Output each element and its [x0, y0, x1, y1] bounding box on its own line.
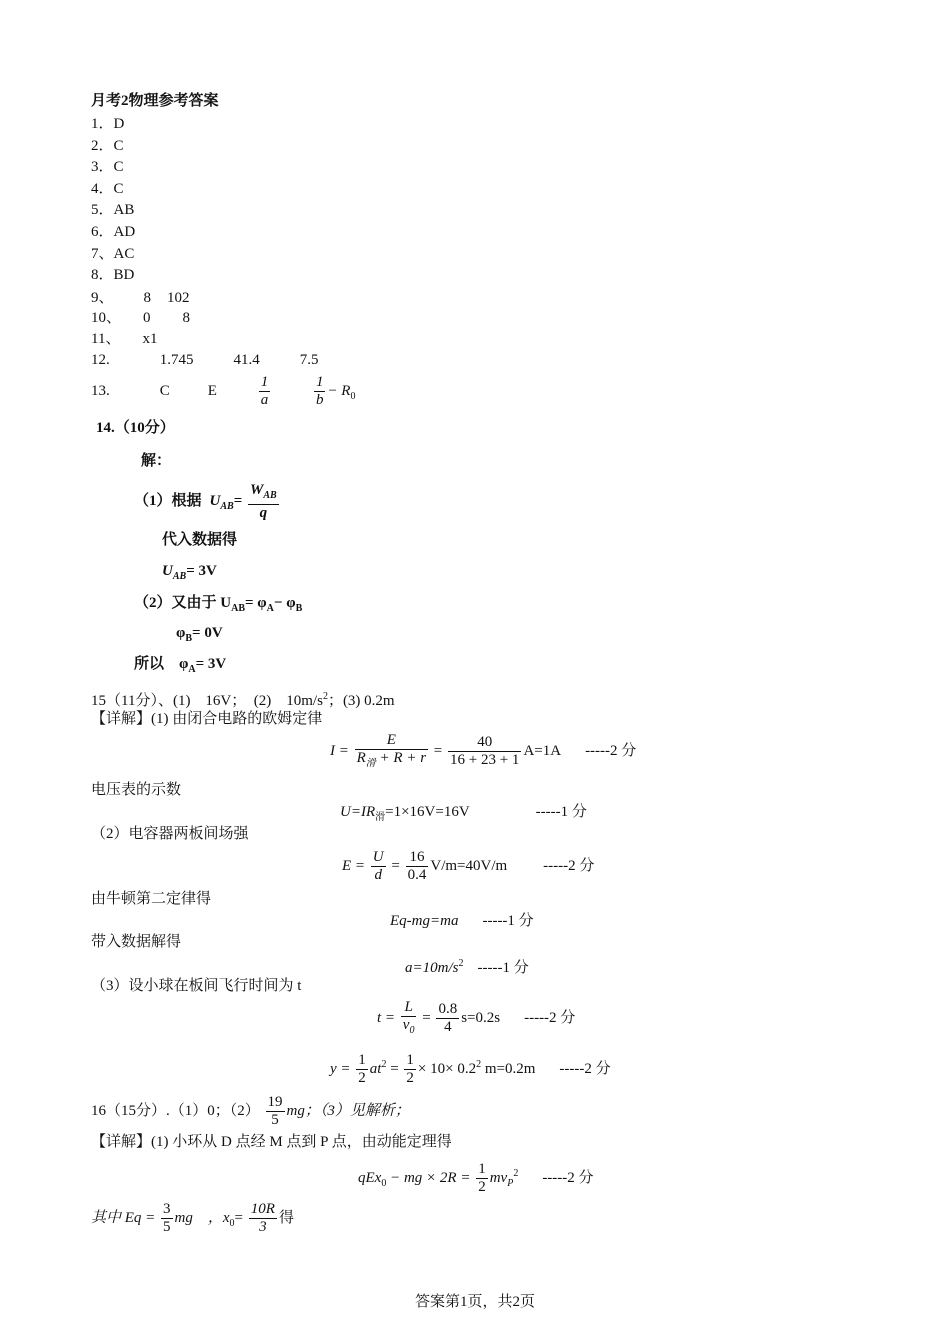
q10-number: 10、 [91, 310, 122, 326]
q14-step-2: 代入数据得 [162, 532, 238, 548]
q15-head-tail: ；(3) 0.2m [327, 693, 395, 709]
q14-s1-fraction: $\frac{W_{AB}}{q}$ [250, 481, 277, 521]
q15-equation-3 [342, 846, 594, 886]
q12-c: 7.5 [299, 352, 319, 368]
q16-eq1-c-sup: 2 [513, 1168, 519, 1179]
q14-s5-sub: B [185, 633, 193, 644]
q15-eq7-eq: = [390, 1061, 399, 1077]
q12-a: 1.745 [159, 352, 194, 368]
q15-eq6-eq: = [422, 1010, 431, 1026]
q15-eq3-score: -----2 分 [543, 858, 595, 874]
q11-a: x1 [142, 331, 158, 347]
q14-s5-text: φ [176, 625, 186, 641]
q14-step-3 [162, 562, 217, 586]
q16-head-tail: mg；（3）见解析； [286, 1103, 410, 1119]
q16-equation-1 [358, 1154, 594, 1204]
q15-eq7-lhs: y = [330, 1061, 351, 1077]
q14-jie: 解： [141, 453, 172, 469]
q11-number: 11、 [91, 331, 121, 347]
answer-8: 8．BD [91, 267, 135, 283]
q12-b: 41.4 [233, 352, 260, 368]
q15-eq6-lhs: t = [377, 1010, 396, 1026]
q15-equation-2 [340, 803, 587, 827]
q10-b: 8 [182, 310, 191, 326]
q15-eq1-tail: A=1A [523, 743, 562, 759]
q15-line-3: （2）电容器两板间场强 [91, 826, 249, 842]
q14-s5-rhs: = 0V [192, 625, 223, 641]
q15-eq4-text: Eq-mg=ma [390, 913, 459, 929]
q13-r0: − R [327, 383, 351, 399]
q14-s4-a: A [266, 603, 274, 614]
answer-2: 2．C [91, 138, 124, 154]
q15-eq6-score: -----2 分 [524, 1010, 576, 1026]
q15-detail: 【详解】(1) 由闭合电路的欧姆定律 [91, 711, 323, 727]
q14-s3-lhs: U [162, 563, 173, 579]
q15-equation-7 [330, 1045, 611, 1089]
answer-3: 3．C [91, 159, 124, 175]
q16-l2-eq: = [234, 1210, 244, 1226]
q16-detail: 【详解】(1) 小环从 D 点经 M 点到 P 点，由动能定理得 [91, 1134, 452, 1150]
answer-9 [91, 289, 190, 307]
q16-head-fraction: $\frac{19}{5}$ [267, 1094, 283, 1129]
q15-line-4: 由牛顿第二定律得 [91, 891, 212, 907]
q14-heading: 14.（10分） [96, 420, 175, 436]
q15-eq7-tail: × 10× 0.2 [417, 1061, 477, 1077]
q16-eq1-a: qEx [358, 1170, 382, 1186]
q14-step-6 [134, 655, 226, 679]
q15-eq2-text: U=IR [340, 804, 376, 820]
q16-line-2 [91, 1198, 294, 1244]
q15-eq1-fraction-1: $\frac{E}{R_滑 + R + r}$ [355, 732, 428, 772]
answer-10 [91, 309, 190, 327]
q15-eq2-sub: 滑 [375, 812, 386, 823]
q15-eq3-fraction-2: $\frac{16}{0.4}$ [407, 849, 427, 884]
q15-eq2-score: -----1 分 [535, 804, 587, 820]
q13-a: C [159, 383, 170, 399]
q16-eq1-c-sub: P [507, 1178, 514, 1189]
q14-s4-b: B [295, 603, 303, 614]
q15-eq1-fraction-2: $\frac{40}{16 + 23 + 1}$ [450, 734, 520, 769]
q14-step-5 [176, 624, 223, 648]
q15-eq5-text: a=10m/s [405, 960, 459, 976]
q16-l2-pre: 其中 Eq = [91, 1210, 156, 1226]
q14-s1-label: （1）根据 [134, 493, 202, 509]
answer-7: 7、AC [91, 246, 135, 262]
q10-a: 0 [143, 310, 151, 326]
q15-eq7-score: -----2 分 [559, 1061, 611, 1077]
q14-s1-eq: = [233, 493, 243, 509]
q16-eq1-score: -----2 分 [542, 1170, 594, 1186]
q14-s1-lhs-sub: AB [220, 501, 234, 512]
q14-s1-lhs: U [209, 493, 221, 509]
q14-s6-text: 所以 φ [134, 656, 189, 672]
q14-s4-sub: AB [231, 603, 245, 614]
q16-heading [91, 1091, 410, 1131]
q14-s4-mid: − φ [273, 595, 296, 611]
answer-12 [91, 351, 319, 369]
q13-r0-sub: 0 [350, 391, 356, 402]
q16-l2-fraction-1: $\frac{3}{5}$ [163, 1201, 171, 1236]
answer-11 [91, 330, 157, 348]
q15-eq7-fraction-2: $\frac{1}{2}$ [406, 1052, 414, 1087]
q15-eq1-eq: = [433, 743, 443, 759]
q15-eq3-fraction-1: $\frac{U}{d}$ [372, 849, 384, 884]
q14-step-4 [134, 594, 302, 618]
q14-s4-text: （2）又由于 U [134, 595, 232, 611]
q16-l2-fraction-2: $\frac{10R}{3}$ [250, 1201, 275, 1236]
q15-eq3-eq: = [391, 858, 400, 874]
q15-eq7-mid-sup: 2 [381, 1059, 387, 1070]
q9-b: 102 [167, 290, 190, 306]
answer-4: 4．C [91, 181, 124, 197]
q15-equation-1 [330, 731, 636, 772]
q15-eq6-tail: s=0.2s [461, 1010, 501, 1026]
q13-b: E [207, 383, 217, 399]
answer-13 [91, 372, 355, 416]
q16-l2-mid: mg ，x [174, 1210, 230, 1226]
page-title: 月考2物理参考答案 [91, 93, 219, 109]
q15-eq3-lhs: E = [342, 858, 366, 874]
q15-equation-5 [405, 955, 529, 977]
answer-6: 6．AD [91, 224, 136, 240]
q15-head-sup: 2 [322, 691, 328, 702]
q16-l2-mid-sub: 0 [229, 1218, 235, 1229]
q16-eq1-b: − mg × 2R = [386, 1170, 471, 1186]
q14-s3-sub: AB [172, 571, 187, 582]
q15-eq6-fraction-2: $\frac{0.8}{4}$ [438, 1001, 458, 1036]
answer-1: 1．D [91, 116, 125, 132]
q15-eq2-tail: =1×16V=16V [385, 804, 470, 820]
q13-fraction-2: $\frac{1}{b}$ [315, 374, 324, 409]
q15-equation-6 [377, 998, 575, 1039]
q15-heading [91, 688, 395, 710]
q15-eq7-mid: at [369, 1061, 382, 1077]
q14-step-1 [134, 481, 281, 527]
q15-equation-4 [390, 912, 534, 930]
q15-eq1-score: -----2 分 [585, 743, 637, 759]
q16-l2-tail: 得 [278, 1210, 294, 1226]
q16-eq1-c: mv [489, 1170, 508, 1186]
q13-number: 13. [91, 383, 110, 399]
q15-line-2: 电压表的示数 [91, 782, 182, 798]
q15-eq4-score: -----1 分 [482, 913, 534, 929]
q14-s6-rhs: = 3V [195, 656, 227, 672]
q9-a: 8 [143, 290, 152, 306]
q15-head-text: 15（11分）、(1) 16V； (2) 10m/s [91, 693, 323, 709]
q15-line-5: 带入数据解得 [91, 934, 182, 950]
q15-eq6-fraction-1: $\frac{L}{v_0}$ [401, 999, 417, 1039]
q16-eq1-a-sub: 0 [381, 1178, 387, 1189]
q16-eq1-fraction: $\frac{1}{2}$ [478, 1161, 486, 1196]
q15-eq5-score: -----1 分 [477, 960, 529, 976]
q15-line-6: （3）设小球在板间飞行时间为 t [91, 978, 302, 994]
q15-eq7-fraction-1: $\frac{1}{2}$ [358, 1052, 366, 1087]
q12-number: 12. [91, 352, 110, 368]
q14-s4-rhs: = φ [245, 595, 267, 611]
q9-number: 9、 [91, 290, 114, 306]
q15-eq1-lhs: I = [330, 743, 349, 759]
q14-s6-sub: A [188, 664, 196, 675]
q13-fraction-1: $\frac{1}{a}$ [260, 374, 269, 409]
q14-s3-rhs: = 3V [186, 563, 217, 579]
q15-eq3-tail: V/m=40V/m [430, 858, 508, 874]
q16-head-text: 16（15分）.（1）0；（2） [91, 1103, 260, 1119]
q15-eq7-tail-sup: 2 [476, 1059, 482, 1070]
q15-eq7-tail2: m=0.2m [481, 1061, 536, 1077]
page-footer: 答案第1页，共2页 [414, 1294, 535, 1310]
answer-5: 5．AB [91, 202, 135, 218]
q15-eq5-sup: 2 [458, 958, 464, 969]
